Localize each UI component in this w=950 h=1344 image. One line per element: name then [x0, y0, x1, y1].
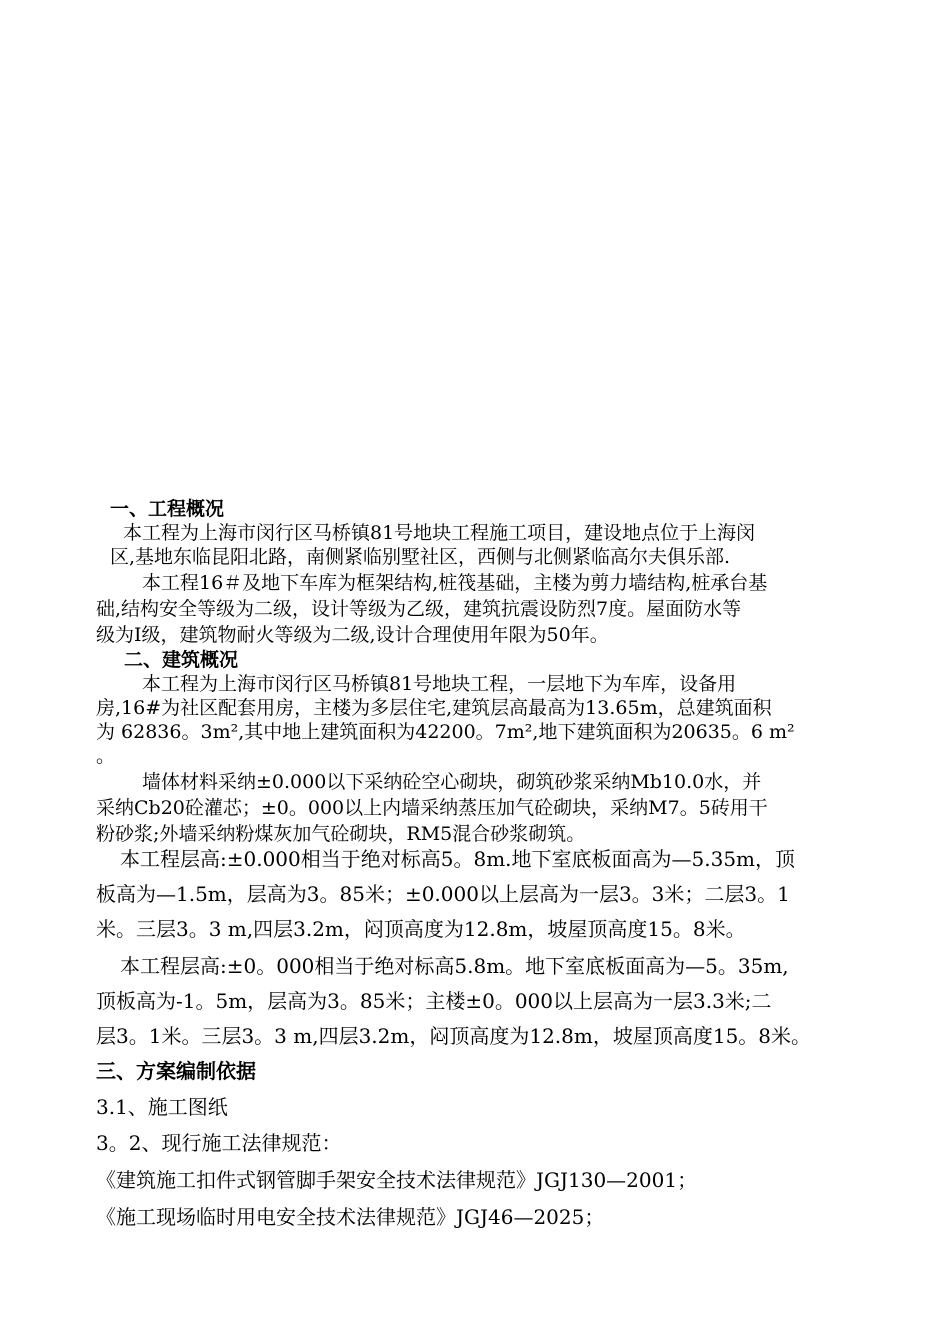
section-2-line-6: 采纳Cb20砼灌芯；±0。000以上内墙采纳蒸压加气砼砌块，采纳M7。5砖用干	[96, 797, 768, 819]
section-2-line-8: 本工程层高:±0.000相当于绝对标高5。8m.地下室底板面高为—5.35m，顶	[120, 847, 796, 871]
section-2-line-12: 顶板高为-1。5m，层高为3。85米；主楼±0。000以上层高为一层3.3米;二	[96, 989, 772, 1013]
section-1-line-2: 区,基地东临昆阳北路，南侧紧临别墅社区，西侧与北侧紧临高尔夫俱乐部.	[110, 546, 731, 568]
section-3-title: 三、方案编制依据	[96, 1059, 256, 1083]
section-2-line-13: 层3。1米。三层3。3 m,四层3.2m，闷顶高度为12.8m，坡屋顶高度15。8米。	[96, 1024, 812, 1048]
section-3-line-1: 3.1、施工图纸	[96, 1095, 228, 1119]
section-2-line-10: 米。三层3。3 m,四层3.2m，闷顶高度为12.8m，坡屋顶高度15。8米。	[96, 917, 746, 941]
section-1-line-5: 级为Ⅰ级，建筑物耐火等级为二级,设计合理使用年限为50年。	[96, 624, 609, 646]
section-2-title: 二、建筑概况	[124, 649, 239, 671]
section-2-line-3: 为 62836。3m²,其中地上建筑面积为42200。7m²,地下建筑面积为20635。6 m²	[96, 721, 795, 743]
section-3-line-2: 3。2、现行施工法律规范：	[96, 1131, 342, 1155]
section-2-line-4: 。	[96, 745, 116, 767]
section-3-line-3: 《建筑施工扣件式钢管脚手架安全技术法律规范》JGJ130—2001；	[96, 1168, 698, 1192]
section-1-title: 一、工程概况	[110, 498, 225, 520]
section-1-line-3: 本工程16＃及地下车库为框架结构,桩筏基础，主楼为剪力墙结构,桩承台基	[142, 572, 768, 594]
section-1-line-4: 础,结构安全等级为二级，设计等级为乙级，建筑抗震设防烈7度。屋面防水等	[96, 598, 742, 620]
section-3-line-4: 《施工现场临时用电安全技术法律规范》JGJ46—2025；	[96, 1205, 605, 1229]
section-2-line-5: 墙体材料采纳±0.000以下采纳砼空心砌块，砌筑砂浆采纳Mb10.0水，并	[142, 771, 762, 793]
section-2-line-9: 板高为—1.5m，层高为3。85米；±0.000以上层高为一层3。3米；二层3。1	[96, 882, 790, 906]
section-2-line-2: 房,16#为社区配套用房，主楼为多层住宅,建筑层高最高为13.65m，总建筑面积	[96, 697, 772, 719]
section-2-line-7: 粉砂浆;外墙采纳粉煤灰加气砼砌块，RM5混合砂浆砌筑。	[96, 823, 586, 845]
section-1-line-1: 本工程为上海市闵行区马桥镇81号地块工程施工项目，建设地点位于上海闵	[123, 522, 756, 544]
section-2-line-11: 本工程层高:±0。000相当于绝对标高5.8m。地下室底板面高为—5。35m,	[120, 954, 789, 978]
section-2-line-1: 本工程为上海市闵行区马桥镇81号地块工程，一层地下为车库，设备用	[142, 673, 737, 695]
